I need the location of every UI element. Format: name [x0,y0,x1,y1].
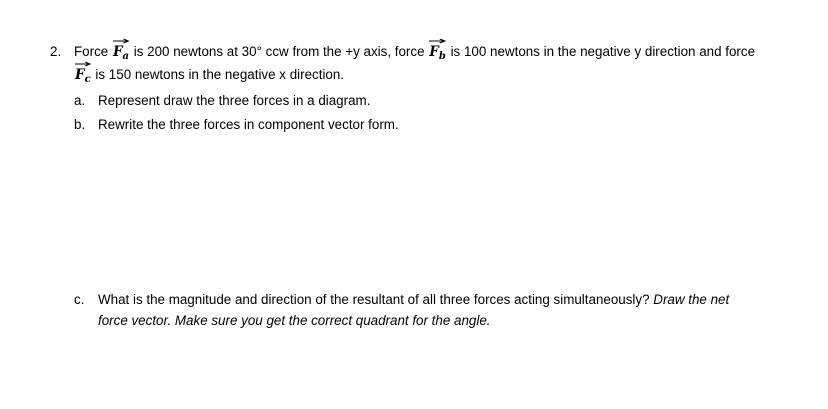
question-text-1a: Force [74,44,112,59]
part-c-label: c. [74,292,85,307]
vector-arrow-icon [75,61,91,67]
part-b-text: Rewrite the three forces in component vector form. [98,117,399,132]
vector-arrow-icon [113,38,129,44]
vector-arrow-icon [429,38,446,44]
question-text-1c: is 100 newtons in the negative y direction and force [446,44,756,59]
question-number: 2. [50,44,62,59]
question-line-2 [74,66,344,84]
question-text-1b: is 200 newtons at 30° ccw from the +y axis, force [130,44,429,59]
part-b-label: b. [74,117,86,132]
part-a-label: a. [74,93,86,108]
vector-fc: $F_c$ [74,66,92,84]
part-c-text-italic: Draw the net [653,292,730,307]
vector-fa: $F_a$ [112,43,130,61]
vector-fb: $F_b$ [428,43,447,61]
part-c-line-2: force vector. Make sure you get the correct quadrant for the angle. [98,313,491,328]
question-text-2: is 150 newtons in the negative x direction. [91,67,345,82]
part-c-line-1 [98,291,729,309]
question-line-1 [74,43,755,61]
part-c-text: What is the magnitude and direction of the resultant of all three forces acting simultaneously? [98,292,654,307]
part-a-text: Represent draw the three forces in a diagram. [98,93,371,108]
